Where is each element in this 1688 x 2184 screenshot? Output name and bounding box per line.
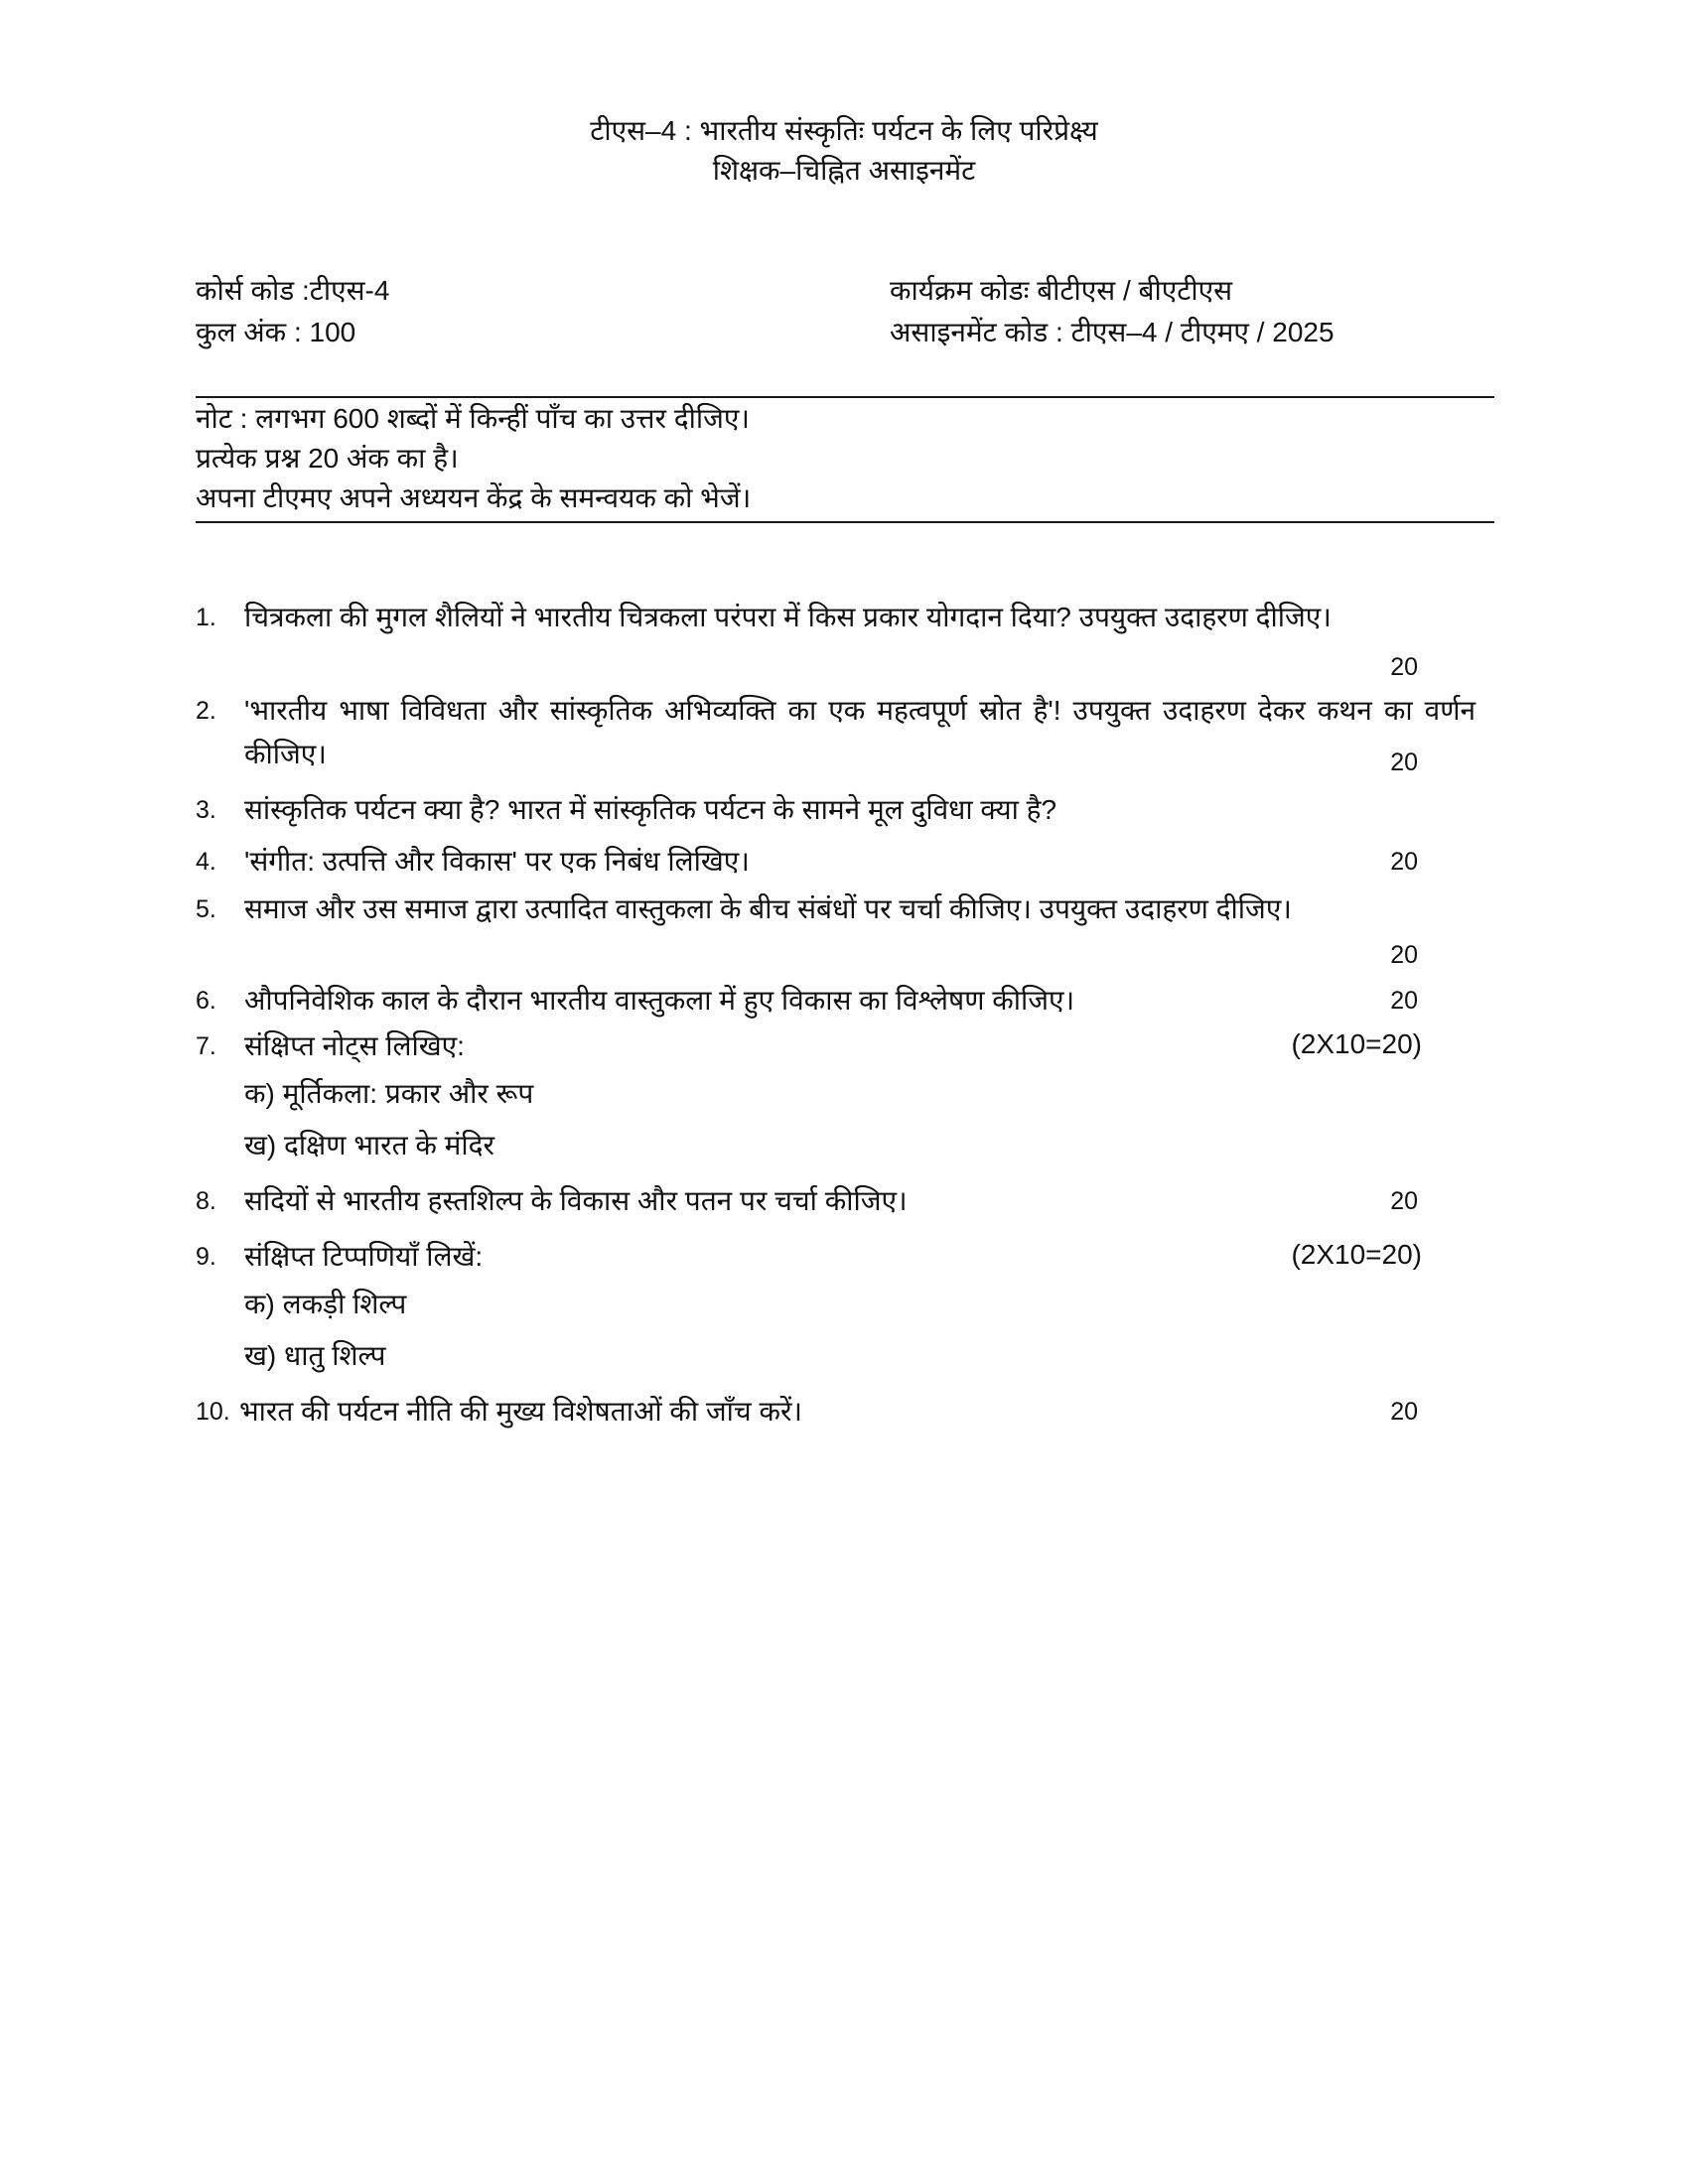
question-marks: 20: [1390, 941, 1418, 969]
question-number: 7.: [196, 1032, 216, 1060]
course-info: [196, 270, 389, 353]
question-item: [196, 689, 1477, 788]
note-line: प्रत्येक प्रश्न 20 अंक का है।: [196, 443, 459, 474]
question-item: [196, 1235, 1477, 1384]
note-top-rule: [196, 396, 1494, 398]
note-bottom-rule: [196, 521, 1494, 523]
question-item: [196, 788, 1477, 840]
question-subpart: ख) दक्षिण भारत के मंदिर: [244, 1130, 494, 1160]
question-text: चित्रकला की मुगल शैलियों ने भारतीय चित्रकला परंपरा में किस प्रकार योगदान दिया? उपयुक्त उदाहरण दीजिए।: [244, 602, 1332, 632]
question-marks: 20: [1390, 987, 1418, 1015]
question-marks: 20: [1390, 1187, 1418, 1215]
question-item: [196, 1390, 1477, 1439]
question-item: [196, 596, 1477, 689]
note-line: नोट : लगभग 600 शब्दों में किन्हीं पाँच का उत्तर दीजिए।: [196, 403, 750, 434]
question-item: [196, 840, 1477, 882]
document-title: टीएस–4 : भारतीय संस्कृतिः पर्यटन के लिए परिप्रेक्ष्य: [590, 115, 1098, 146]
question-text: संक्षिप्त नोट्स लिखिए:: [244, 1030, 465, 1061]
programme-info: [890, 270, 1335, 353]
question-marks: (2X10=20): [1291, 1028, 1422, 1059]
question-text: 'संगीत: उत्पत्ति और विकास' पर एक निबंध लिखिए।: [244, 846, 750, 877]
question-number: 9.: [196, 1243, 216, 1271]
question-list: [196, 596, 1477, 1439]
question-marks: (2X10=20): [1291, 1239, 1422, 1270]
note-line: अपना टीएमए अपने अध्ययन केंद्र के समन्वयक को भेजें।: [196, 482, 752, 513]
document-subtitle: शिक्षक–चिह्नित असाइनमेंट: [712, 155, 976, 186]
question-subpart: क) मूर्तिकला: प्रकार और रूप: [244, 1078, 534, 1109]
question-item: [196, 887, 1477, 979]
question-text: 'भारतीय भाषा विविधता और सांस्कृतिक अभिव्यक्ति का एक महत्वपूर्ण स्रोत है'! उपयुक्त उदाहरण देकर कथन का वर्णन कीजिए।: [244, 695, 1476, 769]
question-number: 5.: [196, 895, 216, 923]
question-text: भारत की पर्यटन नीति की मुख्य विशेषताओं की जाँच करें।: [239, 1396, 803, 1427]
question-marks: 20: [1390, 749, 1418, 776]
instructions-note: [196, 399, 751, 518]
question-number: 3.: [196, 796, 216, 824]
question-subpart: ख) धातु शिल्प: [244, 1340, 386, 1371]
question-item: [196, 979, 1477, 1024]
question-marks: 20: [1390, 1398, 1418, 1426]
question-text: संक्षिप्त टिप्पणियाँ लिखें:: [244, 1241, 484, 1272]
question-text: सदियों से भारतीय हस्तशिल्प के विकास और पतन पर चर्चा कीजिए।: [244, 1185, 908, 1216]
question-text: सांस्कृतिक पर्यटन क्या है? भारत में सांस्कृतिक पर्यटन के सामने मूल दुविधा क्या है?: [244, 794, 1057, 825]
question-number: 1.: [196, 604, 216, 631]
question-item: [196, 1024, 1477, 1173]
total-marks: कुल अंक : 100: [196, 317, 356, 347]
question-number: 8.: [196, 1187, 216, 1215]
question-marks: 20: [1390, 848, 1418, 876]
course-code: कोर्स कोड :टीएस-4: [196, 275, 390, 306]
question-number: 2.: [196, 697, 216, 725]
question-number: 6.: [196, 987, 216, 1015]
assignment-code: असाइनमेंट कोड : टीएस–4 / टीएमए / 2025: [890, 317, 1335, 347]
question-item: [196, 1179, 1477, 1235]
question-number: 4.: [196, 848, 216, 876]
question-text: औपनिवेशिक काल के दौरान भारतीय वास्तुकला में हुए विकास का विश्लेषण कीजिए।: [244, 985, 1075, 1016]
question-text: समाज और उस समाज द्वारा उत्पादित वास्तुकला के बीच संबंधों पर चर्चा कीजिए। उपयुक्त उदाहरण दीजिए।: [244, 893, 1292, 924]
question-number: 10.: [196, 1398, 230, 1426]
programme-code: कार्यक्रम कोडः बीटीएस / बीएटीएस: [890, 275, 1233, 306]
question-marks: 20: [1390, 653, 1418, 681]
question-subpart: क) लकड़ी शिल्प: [244, 1289, 407, 1319]
document-header: [0, 111, 1688, 191]
